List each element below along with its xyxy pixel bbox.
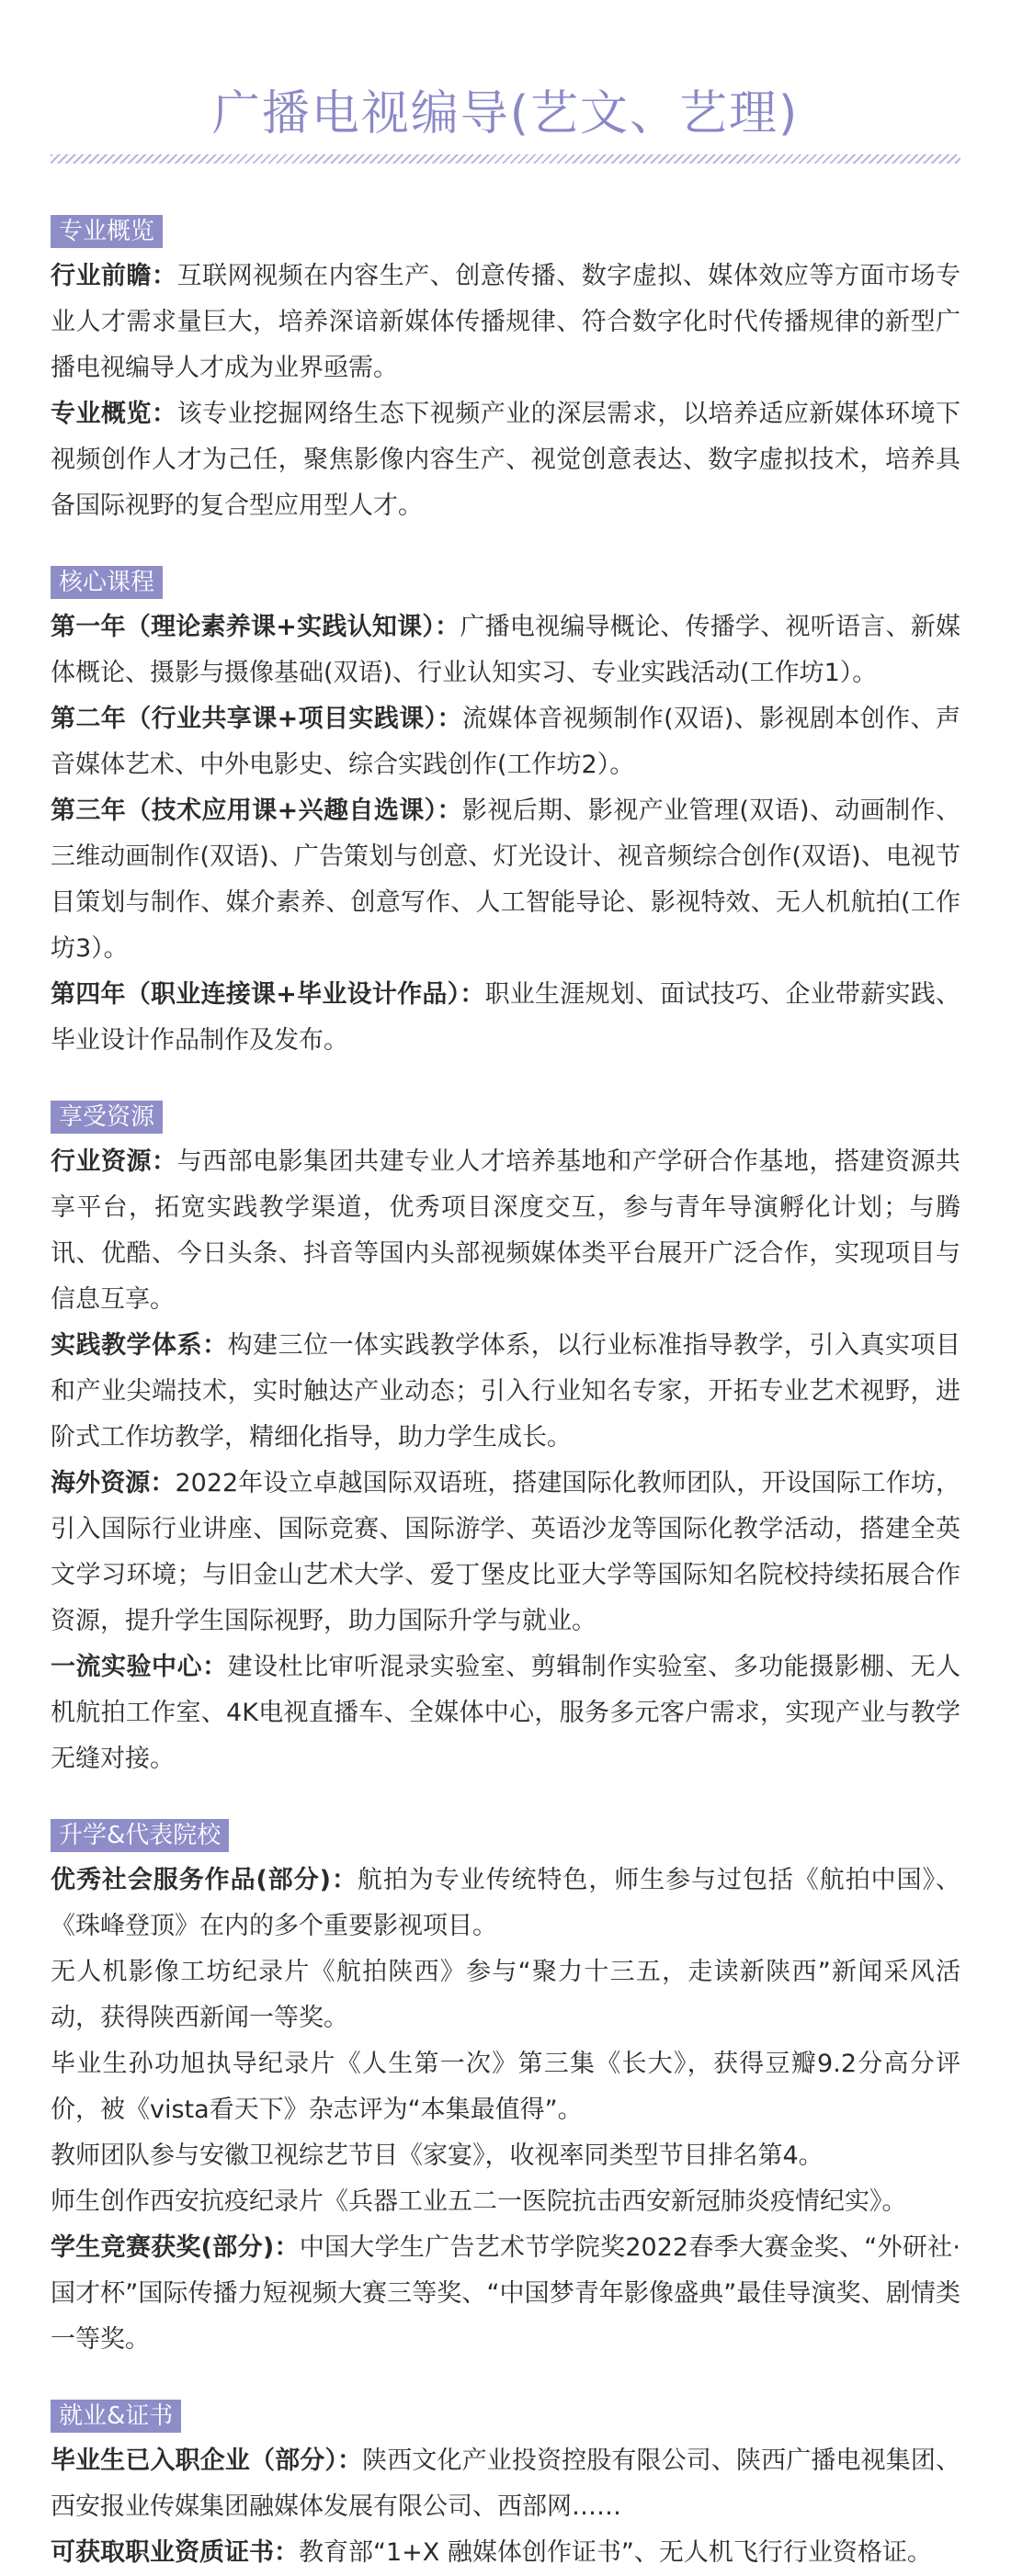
paragraph-text: 教育部“1+X 融媒体创作证书”、无人机飞行行业资格证。 — [299, 2538, 932, 2567]
paragraph-label: 第三年（技术应用课+兴趣自选课）： — [51, 797, 462, 825]
section-overview — [51, 215, 960, 529]
paragraph-label: 一流实验中心： — [51, 1653, 228, 1681]
paragraph — [51, 604, 960, 696]
section-employment — [51, 2400, 960, 2576]
paragraph-label: 行业资源： — [51, 1147, 177, 1176]
section-tag: 核心课程 — [51, 566, 163, 599]
paragraph-label: 实践教学体系： — [51, 1331, 228, 1360]
paragraph — [51, 1644, 960, 1782]
paragraph-label: 优秀社会服务作品(部分)： — [51, 1866, 358, 1894]
paragraph-text: 与西部电影集团共建专业人才培养基地和产学研合作基地，搭建资源共享平台，拓宽实践教学渠道，优秀项目深度交互，参与青年导演孵化计划；与腾讯、优酷、今日头条、抖音等国内头部视频媒体类平台展开广泛合作，实现项目与信息互享。 — [51, 1147, 961, 1314]
paragraph — [51, 2438, 960, 2530]
paragraph-label: 学生竞赛获奖(部分)： — [51, 2233, 300, 2262]
page-title: 广播电视编导(艺文、艺理) — [211, 86, 800, 141]
paragraph-label: 专业概览： — [51, 400, 177, 428]
paragraph-text: 航拍为专业传统特色，师生参与过包括《航拍中国》、《珠峰登顶》在内的多个重要影视项目。 — [51, 1866, 960, 1940]
paragraph — [51, 2133, 960, 2179]
paragraph-text: 中国大学生广告艺术节学院奖2022春季大赛金奖、“外研社·国才杯”国际传播力短视频大赛三等奖、“中国梦青年影像盛典”最佳导演奖、剧情类一等奖。 — [51, 2233, 960, 2354]
paragraph — [51, 1858, 960, 1949]
paragraph-text: 流媒体音视频制作(双语)、影视剧本创作、声音媒体艺术、中外电影史、综合实践创作(工作坊2）。 — [51, 705, 960, 779]
paragraph — [51, 391, 960, 529]
paragraph — [51, 254, 960, 391]
paragraph — [51, 1323, 960, 1461]
paragraph-text: 广播电视编导概论、传播学、视听语言、新媒体概论、摄影与摄像基础(双语)、行业认知实习、专业实践活动(工作坊1）。 — [51, 613, 961, 687]
paragraph — [51, 972, 960, 1064]
paragraph-text: 互联网视频在内容生产、创意传播、数字虚拟、媒体效应等方面市场专业人才需求量巨大，培养深谙新媒体传播规律、符合数字化时代传播规律的新型广播电视编导人才成为业界亟需。 — [51, 262, 961, 382]
paragraph-label: 毕业生已入职企业（部分）： — [51, 2446, 363, 2475]
paragraph — [51, 696, 960, 788]
section-tag: 升学&代表院校 — [51, 1819, 229, 1852]
section-tag: 专业概览 — [51, 215, 163, 248]
paragraph — [51, 2179, 960, 2225]
paragraph-label: 海外资源： — [51, 1469, 176, 1497]
paragraph — [51, 2225, 960, 2363]
paragraph — [51, 1461, 960, 1644]
paragraph — [51, 2041, 960, 2133]
paragraph — [51, 1949, 960, 2041]
paragraph-text: 无人机影像工坊纪录片《航拍陕西》参与“聚力十三五，走读新陕西”新闻采风活动，获得陕西新闻一等奖。 — [51, 1958, 960, 2032]
paragraph-text: 该专业挖掘网络生态下视频产业的深层需求，以培养适应新媒体环境下视频创作人才为己任，聚焦影像内容生产、视觉创意表达、数字虚拟技术，培养具备国际视野的复合型应用型人才。 — [51, 400, 961, 520]
paragraph — [51, 2530, 960, 2576]
paragraph-label: 可获取职业资质证书： — [51, 2538, 299, 2567]
paragraph-text: 毕业生孙功旭执导纪录片《人生第一次》第三集《长大》，获得豆瓣9.2分高分评价，被《vista看天下》杂志评为“本集最值得”。 — [51, 2050, 960, 2124]
paragraph-text: 职业生涯规划、面试技巧、企业带薪实践、毕业设计作品制作及发布。 — [51, 980, 960, 1055]
content-sections — [51, 215, 960, 2576]
section-further-study — [51, 1819, 960, 2363]
paragraph-label: 第四年（职业连接课+毕业设计作品）： — [51, 980, 485, 1009]
section-core-courses — [51, 566, 960, 1064]
paragraph-label: 第二年（行业共享课+项目实践课）： — [51, 705, 462, 733]
paragraph-text: 建设杜比审听混录实验室、剪辑制作实验室、多功能摄影棚、无人机航拍工作室、4K电视直播车、全媒体中心，服务多元客户需求，实现产业与教学无缝对接。 — [51, 1653, 961, 1773]
paragraph-label: 第一年（理论素养课+实践认知课）： — [51, 613, 460, 641]
paragraph-text: 教师团队参与安徽卫视综艺节目《家宴》，收视率同类型节目排名第4。 — [51, 2141, 824, 2170]
paragraph-text: 影视后期、影视产业管理(双语)、动画制作、三维动画制作(双语)、广告策划与创意、灯光设计、视音频综合创作(双语)、电视节目策划与制作、媒介素养、创意写作、人工智能导论、影视特效、无人机航拍(工作坊3）。 — [51, 797, 960, 963]
section-tag: 享受资源 — [51, 1101, 163, 1134]
section-resources — [51, 1101, 960, 1782]
section-tag: 就业&证书 — [51, 2400, 181, 2433]
paragraph-text: 师生创作西安抗疫纪录片《兵器工业五二一医院抗击西安新冠肺炎疫情纪实》。 — [51, 2187, 907, 2216]
paragraph — [51, 1139, 960, 1323]
paragraph-text: 2022年设立卓越国际双语班，搭建国际化教师团队，开设国际工作坊，引入国际行业讲座、国际竞赛、国际游学、英语沙龙等国际化教学活动，搭建全英文学习环境；与旧金山艺术大学、爱丁堡皮比亚大学等国际知名院校持续拓展合作资源，提升学生国际视野，助力国际升学与就业。 — [51, 1469, 960, 1635]
paragraph-text: 陕西文化产业投资控股有限公司、陕西广播电视集团、西安报业传媒集团融媒体发展有限公司、西部网…… — [51, 2446, 960, 2521]
paragraph — [51, 788, 960, 972]
paragraph-text: 构建三位一体实践教学体系，以行业标准指导教学，引入真实项目和产业尖端技术，实时触达产业动态；引入行业知名专家，开拓专业艺术视野，进阶式工作坊教学，精细化指导，助力学生成长。 — [51, 1331, 961, 1452]
paragraph-label: 行业前瞻： — [51, 262, 177, 290]
title-divider — [51, 154, 960, 164]
